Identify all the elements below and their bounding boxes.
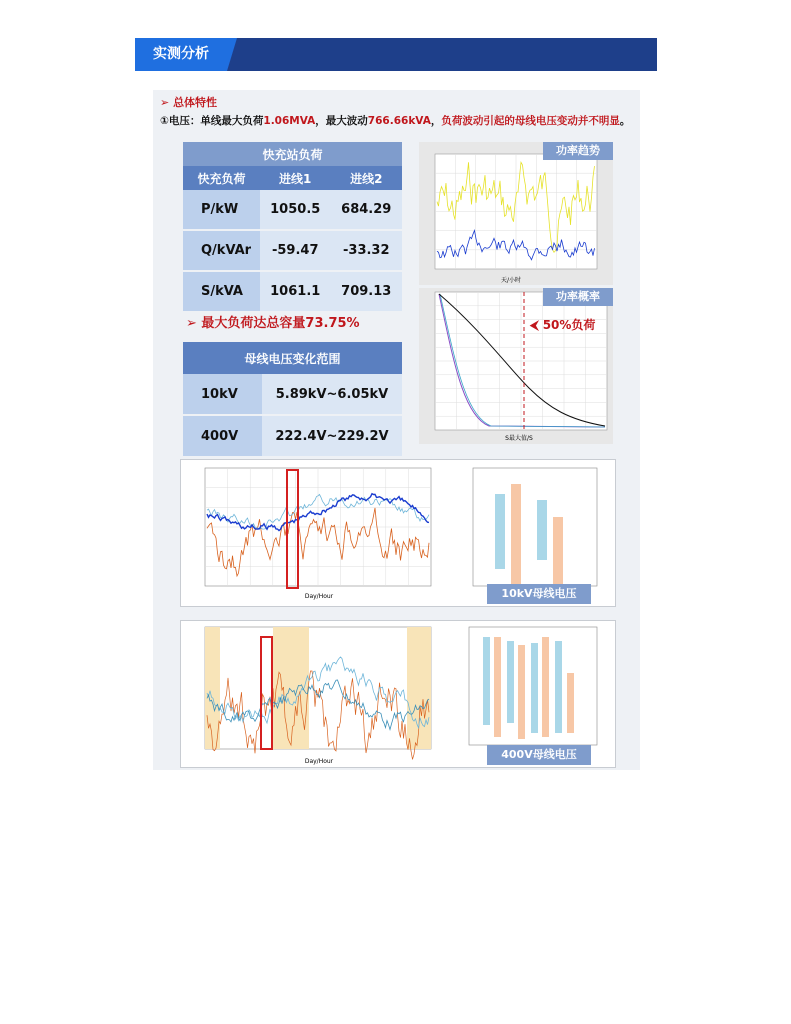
box-10kv-c [537,500,547,560]
table-cell: 709.13 [331,272,402,313]
boxplot-area [473,468,597,586]
box-400v [531,643,538,733]
table-cell: P/kW [183,190,260,231]
box-400v [555,641,562,733]
table-row [183,416,402,458]
table-cell: 400V [183,416,262,458]
power-trend-tag: 功率趋势 [543,142,613,160]
shaded-band [407,627,431,749]
summary-part-a: ①电压：单线最大负荷 [160,115,264,127]
box-10kv-b [511,484,521,586]
half-load-annotation [530,316,595,333]
summary-end: 。 [619,115,631,127]
max-load-value: 1.06MVA [263,115,316,127]
power-trend-panel [419,142,613,285]
power-prob-tag: 功率概率 [543,288,613,306]
summary-part-c: ， [430,115,442,127]
box-400v [507,641,514,723]
power-trend-chart [419,142,613,285]
half-load-text: 50%负荷 [542,318,596,332]
bus-10kv-tag: 10kV母线电压 [487,584,591,604]
box-400v [542,637,549,737]
load-col-header: 进线1 [260,166,331,190]
table-cell: 684.29 [331,190,402,231]
summary-heading [160,94,217,110]
max-fluct-value: 766.66kVA [367,115,431,127]
table-cell: -33.32 [331,231,402,272]
power-prob-panel [419,288,613,444]
box-400v [483,637,490,725]
power-prob-chart [419,288,613,444]
bus-400v-panel [180,620,616,768]
table-row [183,231,402,272]
summary-text [160,113,630,128]
arrow-icon: ➢ [186,316,202,331]
plot-area [205,627,431,749]
voltage-table [183,342,402,458]
load-col-header: 快充负荷 [183,166,260,190]
table-row [183,374,402,416]
table-cell: 5.89kV~6.05kV [262,374,402,416]
box-400v [518,645,525,739]
table-row [183,190,402,231]
summary-conclusion: 负荷波动引起的母线电压变动并不明显 [441,115,620,127]
bus-10kv-panel [180,459,616,607]
table-cell: Q/kVAr [183,231,260,272]
max-load-text: 最大负荷达总容量73.75% [201,316,360,331]
table-row [183,272,402,313]
table-cell: 1050.5 [260,190,331,231]
arrow-icon: ➢ [160,96,170,109]
voltage-table-title: 母线电压变化范围 [183,342,402,374]
x-axis-label: Day/Hour [304,758,334,765]
max-load-note [186,312,360,331]
table-cell: 10kV [183,374,262,416]
section-title: 实测分析 [135,38,227,71]
box-400v [567,673,574,733]
summary-part-b: ，最大波动 [315,115,368,127]
table-cell: S/kVA [183,272,260,313]
load-table [183,142,402,313]
arrow-left-icon: ⮜ [530,318,543,332]
box-400v [494,637,501,737]
bus-400v-tag: 400V母线电压 [487,745,591,765]
box-10kv-d [553,517,563,586]
table-cell: -59.47 [260,231,331,272]
summary-title: 总体特性 [173,96,218,109]
table-cell: 1061.1 [260,272,331,313]
x-axis-label: 天/小时 [500,277,522,284]
load-col-header: 进线2 [331,166,402,190]
box-10kv-a [495,494,505,569]
x-axis-label: S最大值/S [505,435,533,442]
load-table-title: 快充站负荷 [183,142,402,166]
x-axis-label: Day/Hour [304,593,334,600]
table-cell: 222.4V~229.2V [262,416,402,458]
